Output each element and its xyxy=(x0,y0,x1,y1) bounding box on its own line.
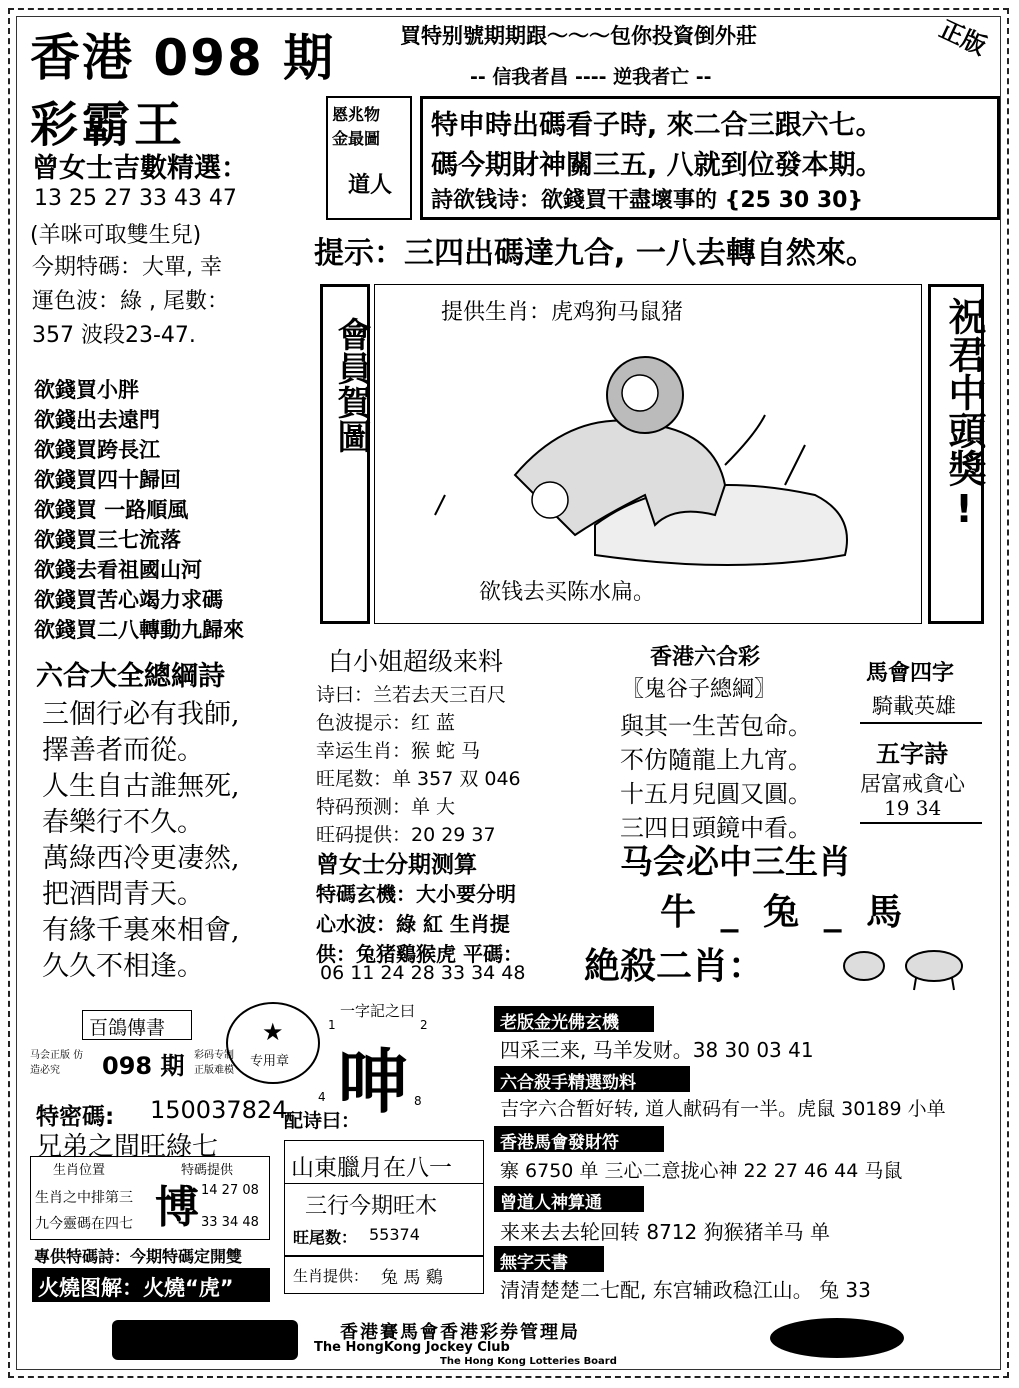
hk-lottery-title: 香港六合彩 xyxy=(650,645,761,670)
zodiac-box xyxy=(284,1256,484,1294)
three-zodiac-value: 牛 _ 兔 _ 馬 xyxy=(660,892,909,933)
list-title-bar xyxy=(494,1066,690,1092)
bottom-caption: 欲钱去买陈水扁。 xyxy=(479,580,656,605)
one-char-n8: 8 xyxy=(414,1094,422,1108)
poem-line-2: 三行今期旺木 xyxy=(305,1194,438,1219)
list-title-bar xyxy=(494,1186,644,1212)
small-left-note: 马会正版 仿造必究 xyxy=(30,1050,84,1076)
table-nums: 14 27 08 xyxy=(201,1183,259,1198)
miss-bai-line: 特码预测：单 大 xyxy=(316,796,456,818)
table-row: 九今靈碼在四七 xyxy=(35,1216,133,1232)
zodiac-caption: 提供生肖：虎鸡狗马鼠猪 xyxy=(441,300,684,325)
footer-en1: The HongKong Jockey Club xyxy=(314,1340,510,1355)
poem-line: 久久不相逢。 xyxy=(42,951,204,982)
table-row: 生肖之中排第三 xyxy=(35,1190,133,1206)
fire-label: 火燒图解：火燒“虎” xyxy=(38,1276,234,1300)
poem-line: 萬綠西冷更凄然, xyxy=(42,843,240,874)
special-poem: 專供特碼詩：今期特碼定開雙 xyxy=(34,1247,243,1266)
big-character: 博 xyxy=(155,1182,199,1233)
money-line: 欲錢去看祖國山河 xyxy=(34,557,202,582)
one-char-n1: 1 xyxy=(328,1018,336,1032)
mini-seal-line: 金最圖 xyxy=(332,129,381,148)
hk-lottery-line: 十五月兒圓又圓。 xyxy=(620,780,812,808)
footer-en2: The Hong Kong Lotteries Board xyxy=(440,1356,617,1367)
brothers-line: 兄弟之間旺綠七 xyxy=(36,1132,219,1162)
money-line: 欲錢買三七流落 xyxy=(34,527,181,552)
lion-drawing xyxy=(375,285,923,625)
top-prophecy-box xyxy=(420,96,1000,220)
miss-bai-line: 旺码提供：20 29 37 xyxy=(316,824,496,846)
list-text: 寨 6750 单 三心二意拢心神 22 27 46 44 马鼠 xyxy=(500,1160,903,1182)
star-icon: ★ xyxy=(262,1018,284,1046)
four-char-value: 騎載英雄 xyxy=(872,694,956,718)
money-line: 欲錢買跨長江 xyxy=(34,437,160,462)
poem-line: 有緣千裏來相會, xyxy=(42,915,240,946)
poem-line: 把酒問青天。 xyxy=(42,879,204,910)
five-poem-value: 居富戒貪心 xyxy=(860,772,965,796)
right-banner xyxy=(928,284,984,624)
prophecy-line: 詩欲钱诗：欲錢買干盡壞事的 {25 30 30} xyxy=(431,188,864,213)
header-subslogan: -- 信我者昌 ---- 逆我者亡 -- xyxy=(470,66,712,88)
brand-title: 彩霸王 xyxy=(30,97,187,153)
zodiac-value: 兔 馬 鷄 xyxy=(381,1268,443,1288)
te-mi-value: 150037824 xyxy=(150,1096,288,1124)
list-text: 吉字六合暂好转, 道人献码有一半。虎鼠 30189 小单 xyxy=(500,1098,946,1120)
jockey-logo-right xyxy=(770,1318,904,1358)
mini-seal-line: 道人 xyxy=(348,173,393,198)
hk-lottery-line: 三四日頭鏡中看。 xyxy=(620,814,812,842)
small-right-note: 彩码专制 正版难模 xyxy=(194,1050,234,1076)
lucky-line: 今期特碼：大單, 幸 xyxy=(32,255,222,280)
lucky-line: 357 波段23-47. xyxy=(32,323,196,348)
table-header: 生肖位置 xyxy=(53,1163,106,1178)
four-char-divider xyxy=(860,722,982,724)
hint-line: 提示：三四出碼達九合, 一八去轉自然來。 xyxy=(314,236,876,271)
zeng-line: 特碼玄機：大小要分明 xyxy=(316,882,516,906)
lucky-note: (羊咪可取雙生兒) xyxy=(30,223,202,248)
edition-tag: 正版 xyxy=(935,14,991,61)
header-slogan: 買特别號期期跟～～～包你投資倒外莊 xyxy=(400,24,757,48)
poem-label: 配诗曰： xyxy=(284,1110,361,1132)
tail-label: 旺尾数： xyxy=(293,1228,358,1247)
poem-title: 六合大全總綱詩 xyxy=(36,661,225,692)
left-banner-text: 會員賀圖 xyxy=(331,317,371,453)
list-text: 来来去去轮回转 8712 狗猴猪羊马 单 xyxy=(500,1220,830,1244)
list-title: 老版金光佛玄機 xyxy=(500,1013,619,1033)
miss-bai-line: 幸运生肖：猴 蛇 马 xyxy=(316,740,481,762)
pigeon-label: 百鴿傳書 xyxy=(89,1017,166,1039)
money-line: 欲錢買小胖 xyxy=(34,377,139,402)
left-banner xyxy=(320,284,370,624)
period-label: 098 期 xyxy=(102,1052,185,1080)
miss-bai-line: 诗曰：兰若去天三百尺 xyxy=(316,684,507,706)
mini-seal xyxy=(326,96,412,220)
te-mi-label: 特密碼: xyxy=(36,1104,115,1130)
footer-org: 香港賽馬會香港彩券管理局 xyxy=(340,1322,580,1343)
miss-bai-title: 白小姐超级来料 xyxy=(328,647,504,676)
money-line: 欲錢買四十歸回 xyxy=(34,467,181,492)
list-title: 無字天書 xyxy=(500,1253,568,1273)
one-char-n2: 2 xyxy=(420,1018,428,1032)
list-title: 六合殺手精選勁料 xyxy=(500,1073,636,1093)
miss-bai-section xyxy=(316,642,586,982)
round-seal-label: 专用章 xyxy=(250,1054,290,1069)
poem-line: 人生自古誰無死, xyxy=(42,771,240,802)
money-line: 欲錢買二八轉動九歸來 xyxy=(34,617,244,642)
table-header: 特碼提供 xyxy=(181,1163,234,1178)
hk-lottery-line: 與其一生苦包命。 xyxy=(620,712,812,740)
one-char-title: 一字記之曰 xyxy=(340,1002,416,1020)
prophecy-line: 特申時出碼看子時, 來二合三跟六七。 xyxy=(431,110,883,141)
hk-lottery-line: 不仿隨龍上九宵。 xyxy=(620,746,812,774)
list-title: 曾道人神算通 xyxy=(500,1193,602,1213)
three-zodiac-title: 马会必中三生肖 xyxy=(620,842,851,881)
one-char-n4: 4 xyxy=(318,1090,326,1104)
prophecy-line: 碼今期財神關三五, 八就到位發本期。 xyxy=(431,150,883,181)
poem-line-1: 山東臘月在八一 xyxy=(291,1155,452,1181)
list-title-bar xyxy=(494,1006,654,1032)
page-title: 香港 098 期 xyxy=(30,29,336,87)
poem-line: 擇善者而從。 xyxy=(42,735,204,766)
list-title-bar xyxy=(494,1246,604,1272)
miss-bai-line: 旺尾数：单 357 双 046 xyxy=(316,768,521,790)
hk-lottery-subtitle: 〖鬼谷子總綱〗 xyxy=(622,677,777,702)
fire-illustration-bar xyxy=(32,1268,270,1302)
code-table xyxy=(30,1156,270,1240)
zeng-line: 供：兔猪鷄猴虎 平碼： xyxy=(316,942,523,966)
list-title-bar xyxy=(494,1126,664,1152)
zodiac-label: 生肖提供： xyxy=(293,1267,369,1285)
lucky-line: 運色波：綠 , 尾數： xyxy=(32,289,229,314)
mini-seal-line: 㥦兆物 xyxy=(332,105,381,124)
list-text: 四采三来, 马羊发财。38 30 03 41 xyxy=(500,1038,814,1062)
five-poem-numbers: 19 34 xyxy=(884,796,942,820)
tail-value: 55374 xyxy=(369,1225,420,1244)
zeng-title: 曾女士分期测算 xyxy=(316,852,477,878)
jockey-logo-left xyxy=(112,1320,298,1360)
list-text: 清清楚楚二七配, 东宫辅政稳江山。 兔 33 xyxy=(500,1278,871,1302)
zeng-line: 心水波：綠 紅 生肖提 xyxy=(316,912,510,936)
zeng-line: 06 11 24 28 33 34 48 xyxy=(320,962,526,984)
lion-illustration xyxy=(374,284,922,624)
money-line: 欲錢出去遠門 xyxy=(34,407,160,432)
money-line: 欲錢買苦心竭力求碼 xyxy=(34,587,223,612)
poem-box-divider xyxy=(285,1183,483,1184)
list-title: 香港馬會發財符 xyxy=(500,1133,619,1153)
one-char-glyph: 呻 xyxy=(338,1041,408,1123)
kill-animal-icons xyxy=(834,944,974,994)
poem-line: 三個行必有我師, xyxy=(42,699,240,730)
poem-box xyxy=(284,1140,484,1256)
kill-title: 絶殺二肖： xyxy=(584,946,765,987)
round-seal xyxy=(226,1002,320,1084)
lucky-heading: 曾女士吉數精選： xyxy=(32,153,248,184)
poem-line: 春樂行不久。 xyxy=(42,807,204,838)
miss-bai-line: 色波提示：红 蓝 xyxy=(316,712,456,734)
money-line: 欲錢買 一路順風 xyxy=(34,497,189,522)
five-poem-title: 五字詩 xyxy=(876,740,948,768)
lucky-numbers: 13 25 27 33 43 47 xyxy=(34,186,237,211)
five-poem-divider xyxy=(860,822,982,824)
four-char-title: 馬會四字 xyxy=(866,661,955,686)
table-nums: 33 34 48 xyxy=(201,1215,259,1230)
pigeon-box xyxy=(82,1010,192,1040)
right-banner-text: 祝君中頭獎! xyxy=(942,297,986,531)
